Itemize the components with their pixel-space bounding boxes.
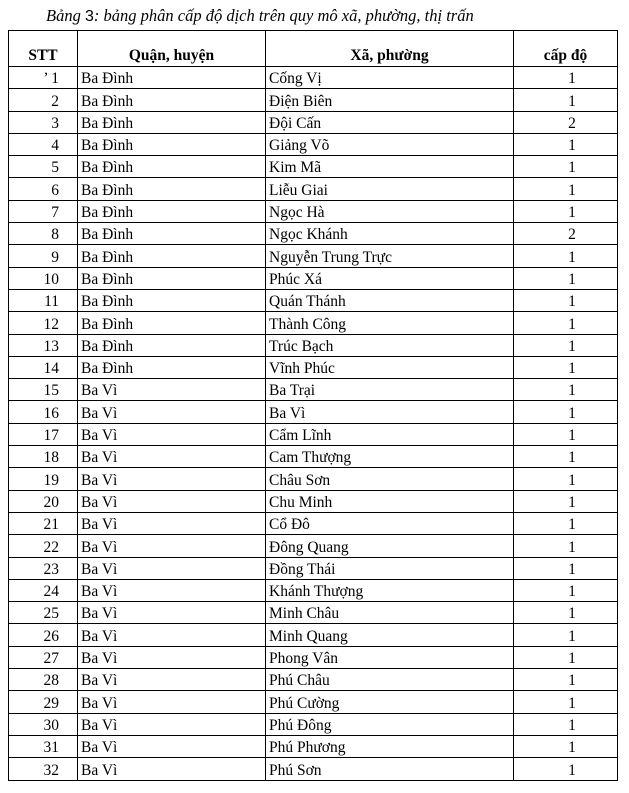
row-ward: Trúc Bạch	[266, 334, 514, 356]
row-level: 1	[514, 468, 618, 490]
row-level: 1	[514, 646, 618, 668]
row-ward: Nguyễn Trung Trực	[266, 245, 514, 267]
row-district: Ba Vì	[78, 557, 266, 579]
row-district: Ba Vì	[78, 535, 266, 557]
row-stt: 17	[9, 423, 78, 445]
row-stt: 27	[9, 646, 78, 668]
table-row	[9, 669, 618, 691]
row-level: 1	[514, 735, 618, 757]
row-stt: 5	[9, 156, 78, 178]
row-ward: Đội Cấn	[266, 111, 514, 133]
row-ward: Cẩm Lĩnh	[266, 423, 514, 445]
table-row	[9, 156, 618, 178]
row-district: Ba Vì	[78, 468, 266, 490]
table-row	[9, 624, 618, 646]
table-row	[9, 356, 618, 378]
table-caption	[46, 6, 474, 26]
row-level: 1	[514, 67, 618, 89]
row-ward: Phong Vân	[266, 646, 514, 668]
row-district: Ba Đình	[78, 312, 266, 334]
header-ward: Xã, phường	[266, 31, 514, 67]
row-district: Ba Đình	[78, 245, 266, 267]
table-row	[9, 646, 618, 668]
table-row	[9, 67, 618, 89]
table-row	[9, 379, 618, 401]
table-row	[9, 133, 618, 155]
row-district: Ba Vì	[78, 602, 266, 624]
row-district: Ba Đình	[78, 200, 266, 222]
row-stt: 22	[9, 535, 78, 557]
row-ward: Phú Đông	[266, 713, 514, 735]
row-level: 1	[514, 535, 618, 557]
row-level: 1	[514, 579, 618, 601]
row-level: 1	[514, 624, 618, 646]
row-stt: 29	[9, 691, 78, 713]
table-row	[9, 758, 618, 780]
row-level: 1	[514, 312, 618, 334]
row-stt: 23	[9, 557, 78, 579]
header-row	[9, 31, 618, 67]
row-ward: Thành Công	[266, 312, 514, 334]
table-row	[9, 312, 618, 334]
row-district: Ba Vì	[78, 446, 266, 468]
row-ward: Phú Sơn	[266, 758, 514, 780]
row-level: 1	[514, 289, 618, 311]
row-stt: 7	[9, 200, 78, 222]
header-stt: STT	[9, 31, 78, 67]
row-district: Ba Vì	[78, 646, 266, 668]
row-level: 2	[514, 223, 618, 245]
row-ward: Đông Quang	[266, 535, 514, 557]
row-district: Ba Đình	[78, 334, 266, 356]
table-row	[9, 468, 618, 490]
row-district: Ba Vì	[78, 512, 266, 534]
row-district: Ba Vì	[78, 758, 266, 780]
caption-number: 3	[84, 8, 94, 25]
row-stt: 16	[9, 401, 78, 423]
table-row	[9, 557, 618, 579]
row-district: Ba Vì	[78, 579, 266, 601]
row-district: Ba Đình	[78, 223, 266, 245]
row-district: Ba Vì	[78, 735, 266, 757]
row-district: Ba Vì	[78, 669, 266, 691]
row-ward: Phúc Xá	[266, 267, 514, 289]
table-row	[9, 602, 618, 624]
row-level: 1	[514, 758, 618, 780]
row-ward: Điện Biên	[266, 89, 514, 111]
row-stt: 15	[9, 379, 78, 401]
row-stt: 11	[9, 289, 78, 311]
table-row	[9, 535, 618, 557]
table-row	[9, 89, 618, 111]
row-stt: 20	[9, 490, 78, 512]
row-level: 1	[514, 379, 618, 401]
row-district: Ba Đình	[78, 267, 266, 289]
table-row	[9, 334, 618, 356]
row-level: 1	[514, 713, 618, 735]
row-stt: 30	[9, 713, 78, 735]
row-district: Ba Đình	[78, 289, 266, 311]
row-district: Ba Đình	[78, 111, 266, 133]
row-level: 1	[514, 512, 618, 534]
row-ward: Quán Thánh	[266, 289, 514, 311]
row-stt: 6	[9, 178, 78, 200]
row-ward: Cống Vị	[266, 67, 514, 89]
row-district: Ba Vì	[78, 624, 266, 646]
row-level: 1	[514, 156, 618, 178]
row-stt: 12	[9, 312, 78, 334]
row-district: Ba Vì	[78, 490, 266, 512]
row-district: Ba Vì	[78, 691, 266, 713]
row-stt: 8	[9, 223, 78, 245]
row-ward: Đồng Thái	[266, 557, 514, 579]
row-ward: Minh Quang	[266, 624, 514, 646]
row-level: 1	[514, 356, 618, 378]
row-stt: 19	[9, 468, 78, 490]
row-stt: 13	[9, 334, 78, 356]
table-row	[9, 423, 618, 445]
row-ward: Minh Châu	[266, 602, 514, 624]
row-level: 1	[514, 557, 618, 579]
row-district: Ba Vì	[78, 713, 266, 735]
row-ward: Ngọc Hà	[266, 200, 514, 222]
header-level: cấp độ	[514, 31, 618, 67]
caption-prefix: Bảng	[46, 6, 85, 25]
row-stt: 2	[9, 89, 78, 111]
table-row	[9, 579, 618, 601]
row-ward: Ba Vì	[266, 401, 514, 423]
row-stt: 18	[9, 446, 78, 468]
row-ward: Khánh Thượng	[266, 579, 514, 601]
row-district: Ba Vì	[78, 423, 266, 445]
row-level: 1	[514, 89, 618, 111]
row-stt: 32	[9, 758, 78, 780]
table-row	[9, 267, 618, 289]
row-level: 1	[514, 602, 618, 624]
table-row	[9, 245, 618, 267]
row-stt: 26	[9, 624, 78, 646]
row-district: Ba Đình	[78, 356, 266, 378]
row-ward: Cam Thượng	[266, 446, 514, 468]
row-stt: 3	[9, 111, 78, 133]
row-ward: Châu Sơn	[266, 468, 514, 490]
row-level: 1	[514, 423, 618, 445]
row-ward: Phú Châu	[266, 669, 514, 691]
table-row	[9, 223, 618, 245]
row-ward: Chu Minh	[266, 490, 514, 512]
table-row	[9, 735, 618, 757]
row-ward: Giảng Võ	[266, 133, 514, 155]
row-level: 1	[514, 446, 618, 468]
table-row	[9, 289, 618, 311]
row-district: Ba Đình	[78, 89, 266, 111]
row-stt: 31	[9, 735, 78, 757]
row-level: 1	[514, 490, 618, 512]
row-stt: ’ 1	[9, 67, 78, 89]
row-level: 1	[514, 267, 618, 289]
row-level: 1	[514, 691, 618, 713]
row-district: Ba Đình	[78, 156, 266, 178]
row-level: 2	[514, 111, 618, 133]
row-stt: 10	[9, 267, 78, 289]
row-level: 1	[514, 178, 618, 200]
table-row	[9, 200, 618, 222]
row-ward: Ba Trại	[266, 379, 514, 401]
row-ward: Phú Phương	[266, 735, 514, 757]
row-ward: Ngọc Khánh	[266, 223, 514, 245]
row-level: 1	[514, 245, 618, 267]
table-row	[9, 713, 618, 735]
row-stt: 4	[9, 133, 78, 155]
row-level: 1	[514, 401, 618, 423]
row-stt: 14	[9, 356, 78, 378]
row-stt: 28	[9, 669, 78, 691]
table-row	[9, 401, 618, 423]
row-ward: Phú Cường	[266, 691, 514, 713]
row-ward: Vĩnh Phúc	[266, 356, 514, 378]
row-level: 1	[514, 200, 618, 222]
row-stt: 24	[9, 579, 78, 601]
row-district: Ba Vì	[78, 379, 266, 401]
classification-table	[8, 30, 618, 781]
table-row	[9, 446, 618, 468]
row-level: 1	[514, 669, 618, 691]
caption-text: : bảng phân cấp độ dịch trên quy mô xã, phường, thị trấn	[93, 6, 474, 25]
row-district: Ba Vì	[78, 401, 266, 423]
table-row	[9, 512, 618, 534]
table-row	[9, 178, 618, 200]
row-district: Ba Đình	[78, 178, 266, 200]
table-row	[9, 691, 618, 713]
row-stt: 25	[9, 602, 78, 624]
header-district: Quận, huyện	[78, 31, 266, 67]
table-row	[9, 111, 618, 133]
row-level: 1	[514, 133, 618, 155]
row-ward: Liễu Giai	[266, 178, 514, 200]
row-stt: 9	[9, 245, 78, 267]
row-ward: Cổ Đô	[266, 512, 514, 534]
row-ward: Kim Mã	[266, 156, 514, 178]
row-district: Ba Đình	[78, 133, 266, 155]
row-level: 1	[514, 334, 618, 356]
table-body	[9, 67, 618, 781]
table-row	[9, 490, 618, 512]
row-district: Ba Đình	[78, 67, 266, 89]
row-stt: 21	[9, 512, 78, 534]
